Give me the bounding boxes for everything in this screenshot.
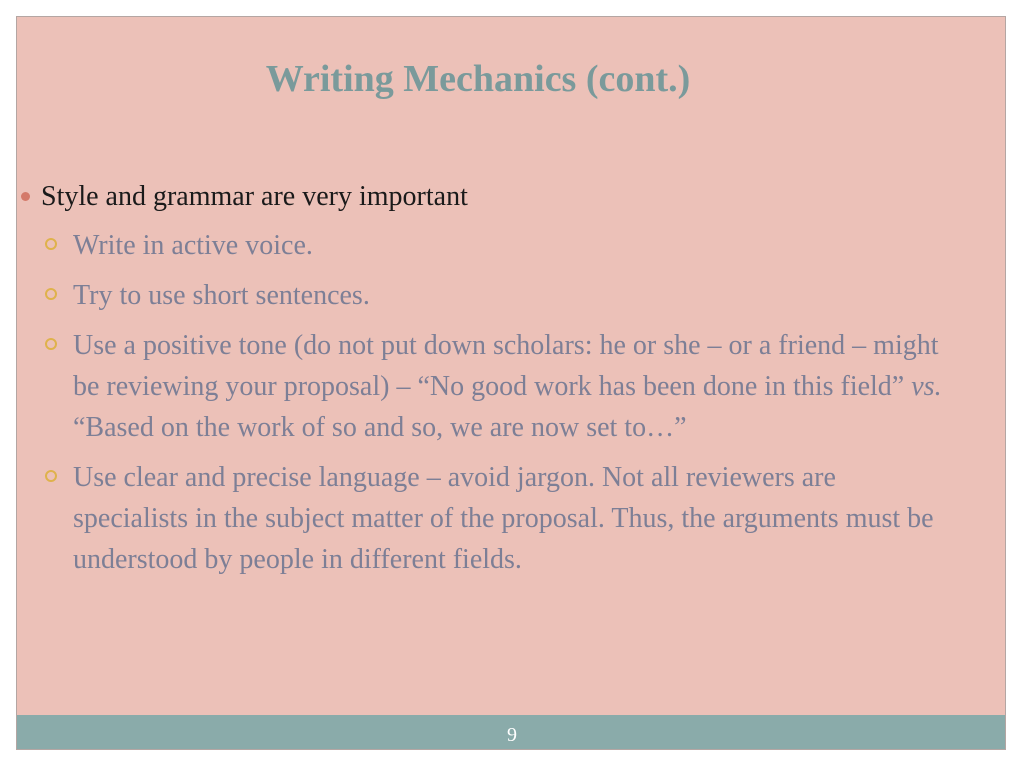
main-bullet-item (17, 179, 977, 215)
page-number: 9 (507, 724, 517, 746)
sub-bullet-text: Use clear and precise language – avoid jargon. Not all reviewers are specialists in the subject matter of the proposal. Thus, the arguments must be understood by people in different fields. (73, 462, 934, 575)
filled-circle-bullet-icon (21, 192, 30, 201)
sub-bullet-item (17, 275, 977, 316)
sub-bullet-text: Try to use short sentences. (73, 280, 370, 311)
main-bullet-text: Style and grammar are very important (41, 181, 468, 212)
slide-footer (17, 715, 1005, 749)
hollow-circle-bullet-icon (45, 238, 57, 250)
sub-bullet-list (17, 225, 977, 580)
sub-bullet-item (17, 457, 977, 580)
sub-bullet-item (17, 225, 977, 266)
sub-bullet-text: Write in active voice. (73, 230, 313, 261)
sub-bullet-text-before: Use a positive tone (do not put down scholars: he or she – or a friend – might be reviewing your proposal) – “No good work has been done in this field” (73, 330, 939, 402)
slide-title: Writing Mechanics (cont.) (265, 58, 691, 100)
sub-bullet-emphasis: vs. (911, 371, 942, 402)
hollow-circle-bullet-icon (45, 288, 57, 300)
hollow-circle-bullet-icon (45, 470, 57, 482)
slide-content (17, 179, 977, 589)
sub-bullet-item (17, 325, 977, 448)
hollow-circle-bullet-icon (45, 338, 57, 350)
slide (16, 16, 1006, 750)
sub-bullet-text-after: “Based on the work of so and so, we are now set to…” (73, 412, 687, 443)
